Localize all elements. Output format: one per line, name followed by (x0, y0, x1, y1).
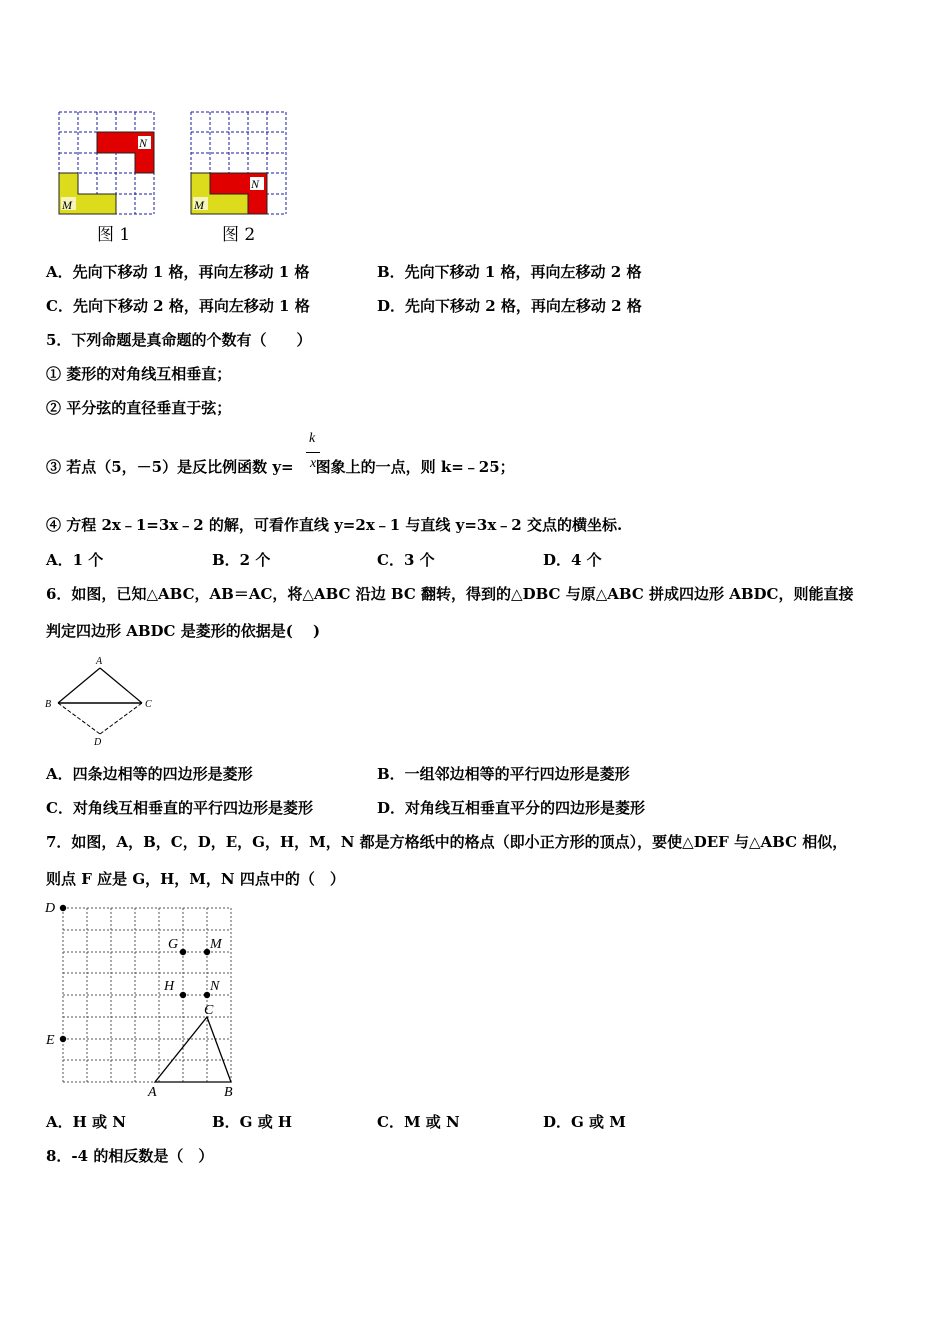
q5-option-d: D．4 个 (543, 551, 602, 569)
label-m: M (62, 198, 72, 212)
q6-stem-line-2: 判定四边形 ABDC 是菱形的依据是( ) (46, 622, 321, 640)
figure-q4-grid-1 (57, 110, 157, 220)
q6-option-b: B．一组邻边相等的平行四边形是菱形 (377, 765, 630, 783)
point-e (60, 1036, 66, 1042)
point-d (60, 905, 66, 911)
q5-option-b: B．2 个 (212, 551, 271, 569)
label-m: M (194, 198, 204, 212)
q5-item-1: ① 菱形的对角线互相垂直； (46, 365, 232, 383)
q7-stem-line-1: 7．如图，A，B，C，D，E，G，H，M，N 都是方格纸中的格点（即小正方形的顶点），要使△DEF 与△ABC 相似， (46, 833, 848, 851)
caption-fig-2: 图 2 (222, 225, 256, 245)
fraction-numerator: k (309, 431, 316, 446)
q7-option-d: D．G 或 M (543, 1113, 626, 1131)
q6-stem-line-1: 6．如图，已知△ABC，AB＝AC，将△ABC 沿边 BC 翻转，得到的△DBC 与原△ABC 拼成四边形 ABDC，则能直接 (46, 585, 854, 603)
q4-option-d: D．先向下移动 2 格，再向左移动 2 格 (377, 297, 642, 315)
label-e: E (46, 1033, 55, 1048)
figure-q4-grid-2 (189, 110, 289, 220)
vertex-d-label: D (94, 737, 102, 748)
q7-option-b: B．G 或 H (212, 1113, 293, 1131)
q6-option-a: A．四条边相等的四边形是菱形 (46, 765, 253, 783)
q8-stem: 8．-4 的相反数是（ ） (46, 1147, 214, 1165)
label-n: N (251, 177, 260, 191)
q4-option-a: A．先向下移动 1 格，再向左移动 1 格 (46, 263, 310, 281)
vertex-c-label: C (145, 699, 152, 710)
label-g: G (168, 937, 179, 952)
figure-q6-rhombus (40, 654, 160, 748)
q6-option-c: C．对角线互相垂直的平行四边形是菱形 (46, 799, 313, 817)
label-m: M (210, 937, 222, 952)
point-g (180, 949, 186, 955)
point-h (180, 992, 186, 998)
label-d: D (45, 901, 56, 916)
q5-item-3-before: ③ 若点（5，－5）是反比例函数 y= (46, 458, 294, 476)
q7-stem-line-2: 则点 F 应是 G，H，M，N 四点中的（ ） (46, 870, 345, 888)
fraction-bar (306, 452, 320, 453)
label-b: B (224, 1085, 233, 1100)
fraction-denominator: x (310, 456, 317, 471)
label-n: N (210, 979, 220, 994)
q7-option-a: A．H 或 N (46, 1113, 126, 1131)
q5-item-3 (46, 457, 515, 477)
q5-item-4: ④ 方程 2x﹣1=3x﹣2 的解，可看作直线 y=2x﹣1 与直线 y=3x﹣2 交点的横坐标. (46, 516, 623, 534)
figure-q7-grid (44, 898, 244, 1098)
q5-option-c: C．3 个 (377, 551, 435, 569)
q5-item-3-after: 图象上的一点，则 k=﹣25； (315, 458, 515, 476)
q4-option-b: B．先向下移动 1 格，再向左移动 2 格 (377, 263, 642, 281)
triangle-abc (155, 1017, 231, 1082)
q5-option-a: A．1 个 (46, 551, 104, 569)
q7-option-c: C．M 或 N (377, 1113, 460, 1131)
label-h: H (164, 979, 175, 994)
caption-fig-1: 图 1 (97, 225, 131, 245)
vertex-a-label: A (96, 656, 103, 667)
q5-item-2: ② 平分弦的直径垂直于弦； (46, 399, 232, 417)
label-n: N (139, 136, 148, 150)
q6-option-d: D．对角线互相垂直平分的四边形是菱形 (377, 799, 646, 817)
q4-option-c: C．先向下移动 2 格，再向左移动 1 格 (46, 297, 310, 315)
label-c: C (204, 1003, 214, 1018)
q5-stem: 5．下列命题是真命题的个数有（ ） (46, 331, 312, 349)
label-a: A (148, 1085, 157, 1100)
vertex-b-label: B (45, 699, 52, 710)
